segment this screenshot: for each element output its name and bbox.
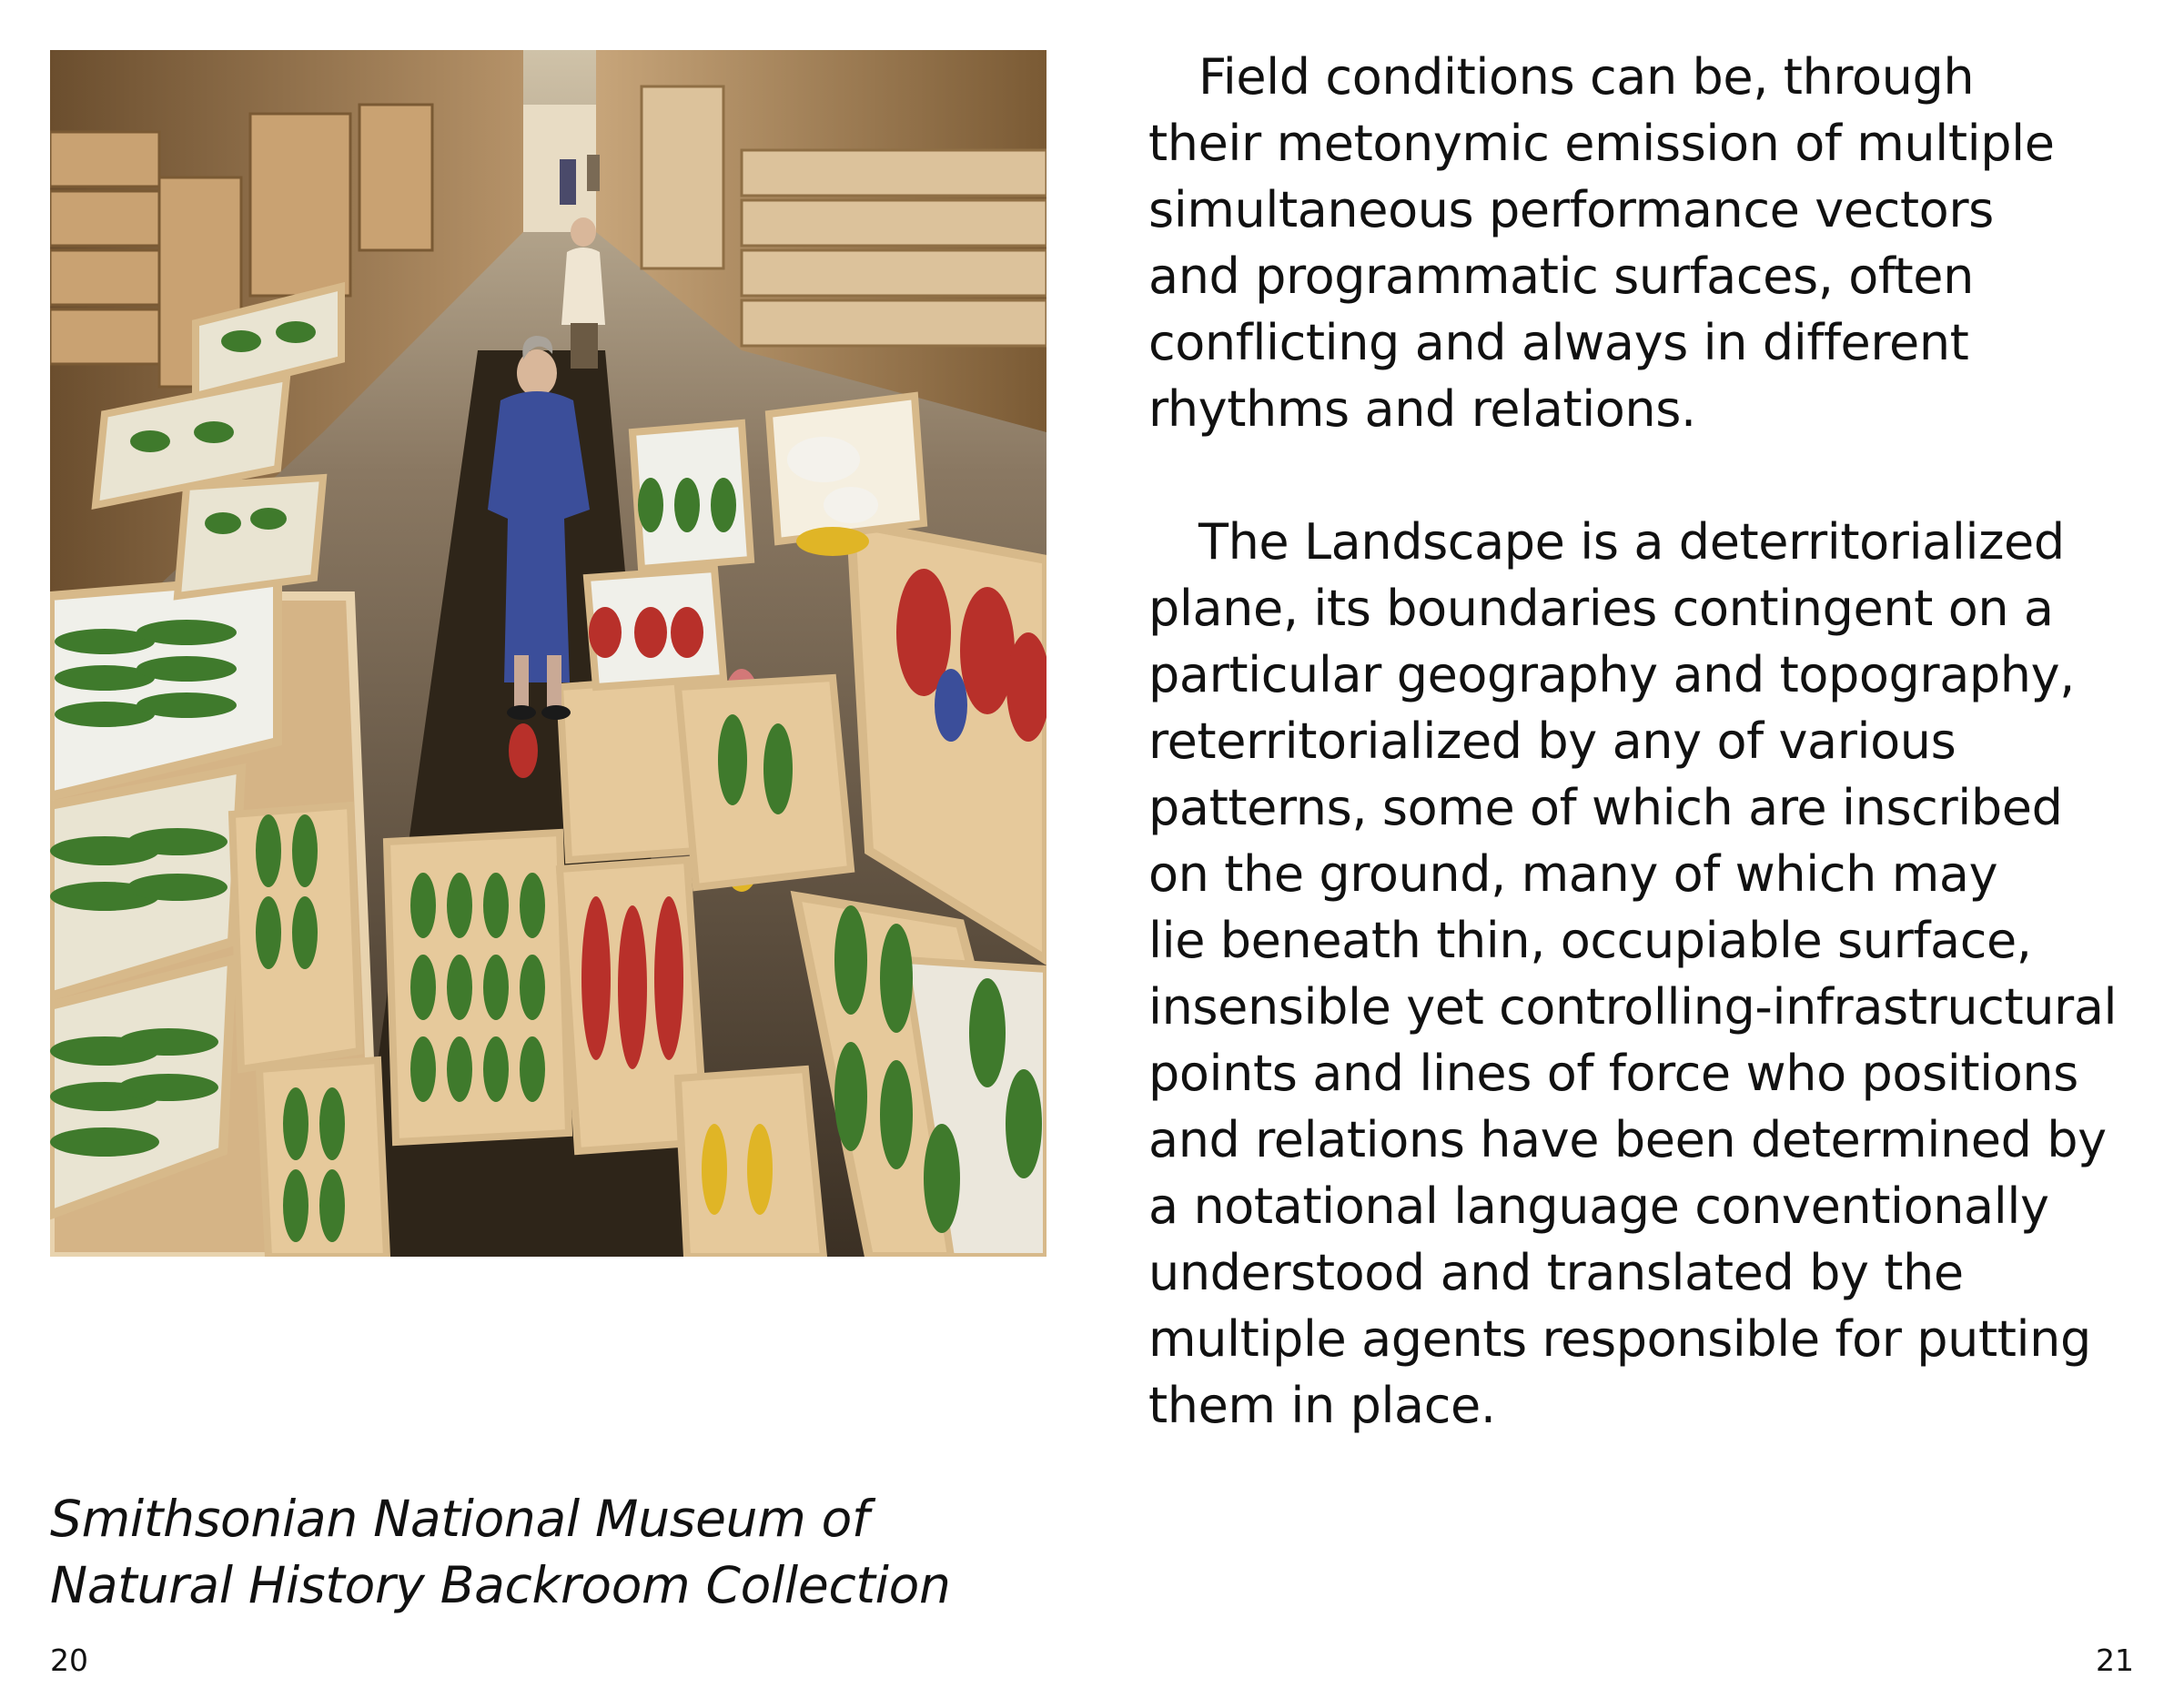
page-number-left: 20 (50, 1643, 88, 1678)
page-number-right: 21 (2096, 1643, 2134, 1678)
text-line: Field conditions can be, through (1198, 48, 1975, 106)
text-line: conflicting and always in different (1148, 314, 1969, 371)
text-line: and relations have been determined by (1148, 1111, 2107, 1168)
paragraph-2 (1148, 509, 2159, 1439)
text-line: them in place. (1148, 1377, 1496, 1434)
caption-line-2: Natural History Backroom Collection (50, 1556, 951, 1614)
text-line: reterritorialized by any of various (1148, 713, 1956, 770)
text-line: rhythms and relations. (1148, 380, 1696, 438)
text-line: patterns, some of which are inscribed (1148, 779, 2063, 836)
paragraph-1 (1148, 44, 2159, 442)
text-line: their metonymic emission of multiple (1148, 115, 2055, 172)
text-line: plane, its boundaries contingent on a (1148, 580, 2054, 637)
text-line: on the ground, many of which may (1148, 845, 1998, 903)
body-text (1148, 44, 2159, 1439)
text-line: points and lines of force who positions (1148, 1045, 2078, 1102)
text-line: particular geography and topography, (1148, 646, 2075, 703)
text-line: and programmatic surfaces, often (1148, 248, 1974, 305)
photo-caption (50, 1486, 1097, 1619)
text-line: a notational language conventionally (1148, 1178, 2049, 1235)
text-line: multiple agents responsible for putting (1148, 1310, 2091, 1368)
text-line: insensible yet controlling-infrastructural (1148, 978, 2118, 1036)
specimen-drawers-photo (50, 50, 1046, 1257)
photo-illustration (50, 50, 1046, 1257)
text-line: lie beneath thin, occupiable surface, (1148, 912, 2032, 969)
text-line: simultaneous performance vectors (1148, 181, 1994, 238)
text-line: The Landscape is a deterritorialized (1198, 513, 2065, 571)
text-line: understood and translated by the (1148, 1244, 1964, 1301)
caption-line-1: Smithsonian National Museum of (50, 1490, 870, 1548)
